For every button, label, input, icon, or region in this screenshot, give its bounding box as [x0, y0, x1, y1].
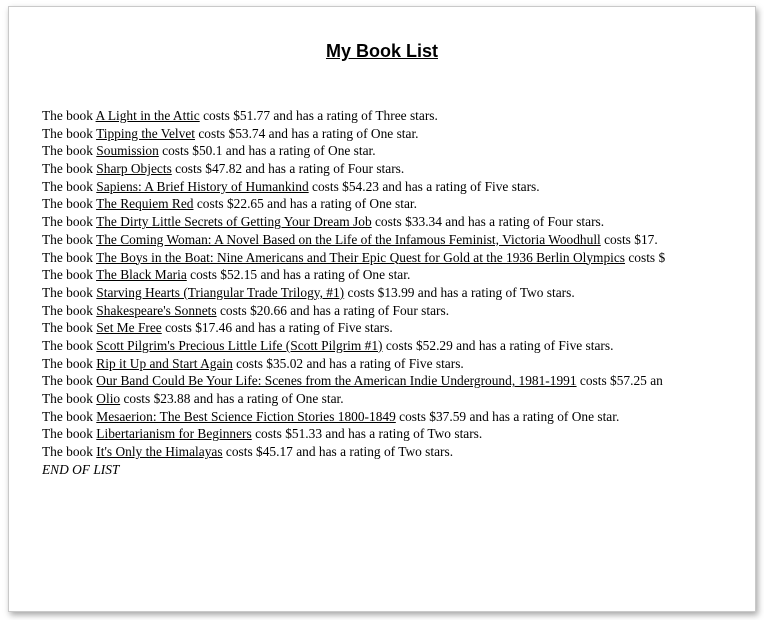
page-title: My Book List: [325, 41, 438, 61]
book-details: costs $23.88 and has a rating of One star.: [120, 391, 344, 406]
book-title-link[interactable]: Olio: [96, 391, 121, 406]
book-details: costs $20.66 and has a rating of Four stars.: [216, 302, 450, 318]
book-title-link[interactable]: Tipping the Velvet: [96, 125, 196, 141]
book-title-link[interactable]: Libertarianism for Beginners: [96, 426, 252, 442]
book-details: costs $51.33 and has a rating of Two stars.: [251, 426, 483, 442]
book-row: [42, 355, 734, 373]
book-title-link[interactable]: The Dirty Little Secrets of Getting Your Dream Job: [96, 214, 372, 230]
book-row: [42, 142, 734, 160]
book-prefix: The book: [42, 426, 97, 442]
book-title-link[interactable]: Mesaerion: The Best Science Fiction Stories 1800-1849: [96, 408, 396, 424]
book-row: [42, 195, 734, 213]
book-prefix: The book: [42, 231, 97, 247]
book-row: [42, 372, 734, 390]
book-title-link[interactable]: The Boys in the Boat: Nine Americans and Their Epic Quest for Gold at the 1936 Berlin Olympics: [96, 249, 626, 265]
book-prefix: The book: [42, 214, 97, 230]
book-row: [42, 231, 734, 249]
book-title-link[interactable]: Scott Pilgrim's Precious Little Life (Scott Pilgrim #1): [96, 337, 383, 353]
book-title-link[interactable]: The Requiem Red: [96, 196, 194, 212]
book-title-link[interactable]: Our Band Could Be Your Life: Scenes from the American Indie Underground, 1981-1991: [96, 373, 577, 389]
book-title-link[interactable]: Set Me Free: [96, 320, 162, 336]
book-row: [42, 178, 734, 196]
document-page: [8, 6, 756, 612]
book-prefix: The book: [42, 337, 97, 353]
book-title-link[interactable]: Sapiens: A Brief History of Humankind: [96, 178, 309, 194]
book-prefix: The book: [42, 302, 97, 318]
book-title-link[interactable]: Sharp Objects: [96, 161, 172, 177]
end-of-list: END OF LIST: [42, 461, 120, 477]
book-title-link[interactable]: Rip it Up and Start Again: [96, 355, 233, 371]
book-details: costs $52.29 and has a rating of Five stars.: [382, 337, 614, 353]
book-row: [42, 425, 734, 443]
book-row: [42, 107, 734, 125]
book-details: costs $13.99 and has a rating of Two stars.: [344, 284, 575, 300]
book-row: [42, 408, 734, 426]
book-title-link[interactable]: The Coming Woman: A Novel Based on the Life of the Infamous Feminist, Victoria Woodhull: [96, 231, 601, 247]
book-title-link[interactable]: Soumission: [96, 143, 159, 159]
book-row: [42, 319, 734, 337]
book-prefix: The book: [42, 391, 97, 406]
book-row: [42, 390, 734, 408]
book-prefix: The book: [42, 373, 97, 389]
book-prefix: The book: [42, 196, 97, 212]
book-row: [42, 302, 734, 320]
book-prefix: The book: [42, 143, 97, 159]
book-prefix: The book: [42, 161, 97, 177]
book-details: costs $37.59 and has a rating of One star.: [395, 408, 620, 424]
book-details: costs $45.17 and has a rating of Two stars.: [222, 444, 454, 460]
book-details: costs $17.46 and has a rating of Five stars.: [161, 320, 393, 336]
book-prefix: The book: [42, 267, 97, 283]
book-details: costs $47.82 and has a rating of Four stars.: [171, 161, 405, 177]
book-details: costs $54.23 and has a rating of Five stars.: [308, 178, 540, 194]
book-details: costs $57.25 an: [576, 373, 663, 389]
book-prefix: The book: [42, 320, 97, 336]
book-title-link[interactable]: Starving Hearts (Triangular Trade Trilogy, #1): [96, 284, 345, 300]
book-details: costs $22.65 and has a rating of One star.: [193, 196, 418, 212]
book-details: costs $: [625, 249, 666, 265]
book-details: costs $33.34 and has a rating of Four stars.: [371, 214, 605, 230]
book-prefix: The book: [42, 249, 97, 265]
book-details: costs $51.77 and has a rating of Three stars.: [199, 108, 438, 123]
book-prefix: The book: [42, 125, 97, 141]
book-row: [42, 443, 734, 461]
book-row: [42, 284, 734, 302]
book-prefix: The book: [42, 284, 97, 300]
book-details: costs $53.74 and has a rating of One star.: [195, 125, 419, 141]
book-list: [42, 107, 734, 478]
book-row: [42, 337, 734, 355]
book-details: costs $50.1 and has a rating of One star.: [158, 143, 376, 159]
book-row: [42, 266, 734, 284]
book-prefix: The book: [42, 178, 97, 194]
book-title-link[interactable]: Shakespeare's Sonnets: [96, 302, 217, 318]
book-prefix: The book: [42, 408, 97, 424]
book-title-link[interactable]: The Black Maria: [96, 267, 187, 283]
book-row: [42, 249, 734, 267]
book-details: costs $35.02 and has a rating of Five stars.: [232, 355, 464, 371]
book-row: [42, 213, 734, 231]
book-details: costs $52.15 and has a rating of One star.: [186, 267, 411, 283]
book-title-link[interactable]: A Light in the Attic: [95, 108, 200, 123]
book-row: [42, 125, 734, 143]
book-prefix: The book: [42, 444, 97, 460]
book-prefix: The book: [42, 108, 96, 123]
book-details: costs $17.: [600, 231, 658, 247]
book-row: [42, 160, 734, 178]
book-prefix: The book: [42, 355, 97, 371]
book-title-link[interactable]: It's Only the Himalayas: [96, 444, 223, 460]
